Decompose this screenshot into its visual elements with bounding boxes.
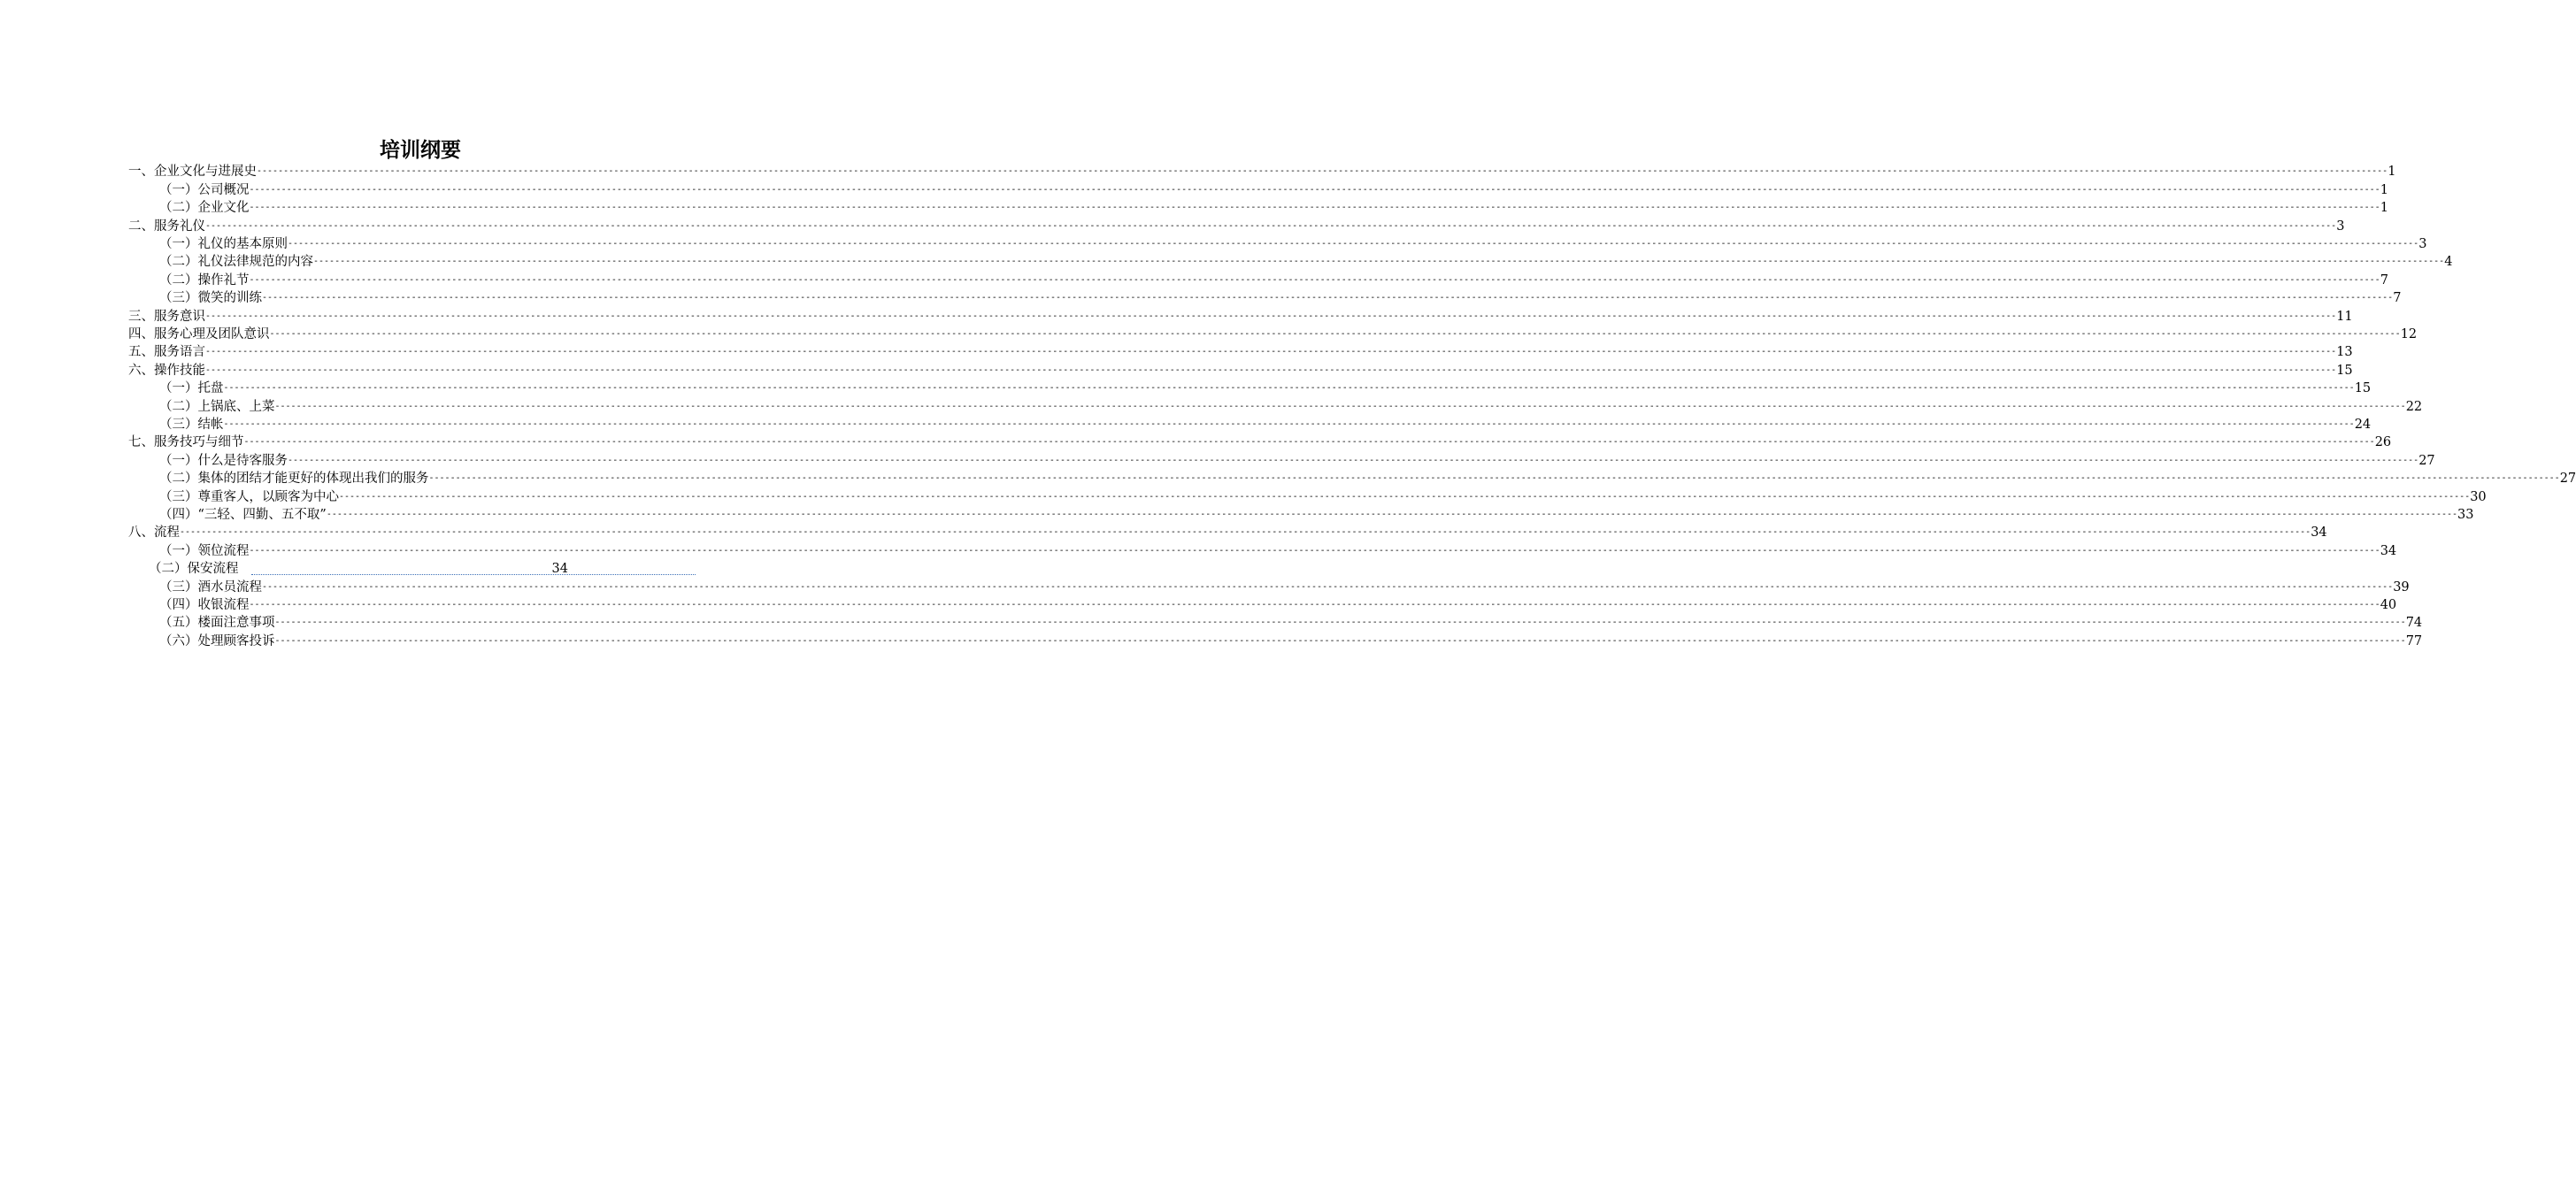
toc-dash-leader: ---------------------------------------------------------------------------------------------------------------------------------------------------------------------------------------------------------------------------------------------------------------------------------------------------------------------------------------------------------------------------------------------------------------- [288,455,2419,465]
toc-entry[interactable] [128,217,2345,234]
toc-entry[interactable] [159,470,2576,487]
toc-entry-label: （一）什么是待客服务 [159,453,288,468]
toc-entry-page: 74 [2405,616,2423,631]
toc-entry-label: （四）收银流程 [159,597,250,612]
toc-dash-leader: ---------------------------------------------------------------------------------------------------------------------------------------------------------------------------------------------------------------------------------------------------------------------------------------------------------------------------------------------------------------------------------------------------------------- [205,364,2337,375]
toc-dash-leader: ---------------------------------------------------------------------------------------------------------------------------------------------------------------------------------------------------------------------------------------------------------------------------------------------------------------------------------------------------------------------------------------------------------------- [249,545,2380,556]
toc-entry-label: 八、流程 [128,525,180,541]
toc-entry[interactable] [159,380,2372,397]
toc-dash-leader: ---------------------------------------------------------------------------------------------------------------------------------------------------------------------------------------------------------------------------------------------------------------------------------------------------------------------------------------------------------------------------------------------------------------- [262,293,2394,303]
toc-entry-label: （二）保安流程 [149,561,239,576]
toc-entry[interactable] [128,343,2353,361]
toc-entry-page: 15 [2354,381,2372,396]
toc-entry[interactable] [159,578,2410,595]
toc-entry-page: 34 [551,561,568,576]
toc-dash-leader: ---------------------------------------------------------------------------------------------------------------------------------------------------------------------------------------------------------------------------------------------------------------------------------------------------------------------------------------------------------------------------------------------------------------- [288,238,2419,249]
toc-entry-page: 30 [2470,489,2487,504]
toc-entry-label: 五、服务语言 [128,345,205,360]
toc-entry[interactable] [128,326,2418,343]
toc-entry-page: 34 [2380,543,2397,558]
toc-entry[interactable] [128,361,2353,379]
toc-entry[interactable] [159,614,2423,632]
toc-entry[interactable] [159,397,2423,415]
toc-entry-page: 3 [2336,219,2345,234]
toc-entry[interactable] [159,235,2427,253]
toc-entry-label: （一）礼仪的基本原则 [159,236,288,251]
toc-entry[interactable] [128,524,2327,541]
toc-dash-leader: ---------------------------------------------------------------------------------------------------------------------------------------------------------------------------------------------------------------------------------------------------------------------------------------------------------------------------------------------------------------------------------------------------------------- [428,473,2560,484]
toc-dash-leader: ---------------------------------------------------------------------------------------------------------------------------------------------------------------------------------------------------------------------------------------------------------------------------------------------------------------------------------------------------------------------------------------------------------------- [223,418,2355,429]
toc-entry-page: 27 [2418,453,2435,468]
toc-entry[interactable] [159,596,2397,614]
toc-entry-label: 四、服务心理及团队意识 [128,326,270,341]
toc-entry-page: 1 [2388,165,2396,180]
toc-entry-label: （四）“三轻、四勤、五不取” [159,507,327,522]
toc-dash-leader: ---------------------------------------------------------------------------------------------------------------------------------------------------------------------------------------------------------------------------------------------------------------------------------------------------------------------------------------------------------------------------------------------------------------- [313,257,2445,267]
toc-entry-page: 39 [2393,579,2410,594]
toc-dash-leader: ---------------------------------------------------------------------------------------------------------------------------------------------------------------------------------------------------------------------------------------------------------------------------------------------------------------------------------------------------------------------------------------------------------------- [205,220,2337,231]
toc-dash-leader: ---------------------------------------------------------------------------------------------------------------------------------------------------------------------------------------------------------------------------------------------------------------------------------------------------------------------------------------------------------------------------------------------------------------- [257,166,2388,177]
toc-entry-label: （二）集体的团结才能更好的体现出我们的服务 [159,472,429,487]
toc-dash-leader: ---------------------------------------------------------------------------------------------------------------------------------------------------------------------------------------------------------------------------------------------------------------------------------------------------------------------------------------------------------------------------------------------------------------- [274,635,2406,646]
toc-entry-page: 40 [2380,597,2397,612]
toc-entry-page: 15 [2336,363,2353,378]
toc-dash-leader: ---------------------------------------------------------------------------------------------------------------------------------------------------------------------------------------------------------------------------------------------------------------------------------------------------------------------------------------------------------------------------------------------------------------- [205,347,2337,357]
document-title: 培训纲要 [380,138,461,162]
toc-dash-leader: ---------------------------------------------------------------------------------------------------------------------------------------------------------------------------------------------------------------------------------------------------------------------------------------------------------------------------------------------------------------------------------------------------------------- [274,401,2406,411]
toc-dash-leader: ---------------------------------------------------------------------------------------------------------------------------------------------------------------------------------------------------------------------------------------------------------------------------------------------------------------------------------------------------------------------------------------------------------------- [326,509,2458,519]
toc-entry-label: （一）托盘 [159,381,224,396]
toc-entry[interactable] [159,199,2388,217]
toc-entry[interactable] [159,289,2402,307]
toc-dash-leader: ---------------------------------------------------------------------------------------------------------------------------------------------------------------------------------------------------------------------------------------------------------------------------------------------------------------------------------------------------------------------------------------------------------------- [249,203,2380,213]
toc-entry[interactable] [159,416,2372,433]
toc-dash-leader: ---------------------------------------------------------------------------------------------------------------------------------------------------------------------------------------------------------------------------------------------------------------------------------------------------------------------------------------------------------------------------------------------------------------- [249,599,2380,610]
toc-entry[interactable] [128,307,2353,325]
toc-dash-leader: ---------------------------------------------------------------------------------------------------------------------------------------------------------------------------------------------------------------------------------------------------------------------------------------------------------------------------------------------------------------------------------------------------------------- [249,274,2380,285]
toc-dash-leader: ---------------------------------------------------------------------------------------------------------------------------------------------------------------------------------------------------------------------------------------------------------------------------------------------------------------------------------------------------------------------------------------------------------------- [339,491,2471,502]
toc-entry-page: 34 [2311,525,2327,541]
toc-entry-page: 7 [2393,291,2402,306]
toc-entry-page: 26 [2374,435,2392,450]
toc-entry-label: （二）企业文化 [159,201,250,216]
toc-dash-leader: ---------------------------------------------------------------------------------------------------------------------------------------------------------------------------------------------------------------------------------------------------------------------------------------------------------------------------------------------------------------------------------------------------------------- [269,328,2401,339]
toc-entry-page: 4 [2444,255,2453,270]
toc-entry-label: （一）领位流程 [159,543,250,558]
toc-dash-leader: ---------------------------------------------------------------------------------------------------------------------------------------------------------------------------------------------------------------------------------------------------------------------------------------------------------------------------------------------------------------------------------------------------------------- [180,527,2311,538]
toc-entry-page: 33 [2457,507,2474,522]
toc-entry-label: （三）酒水员流程 [159,579,262,594]
toc-entry-page: 22 [2405,399,2423,414]
toc-entry-page: 27 [2559,472,2576,487]
toc-entry-label: 二、服务礼仪 [128,219,205,234]
toc-dash-leader: ---------------------------------------------------------------------------------------------------------------------------------------------------------------------------------------------------------------------------------------------------------------------------------------------------------------------------------------------------------------------------------------------------------------- [262,581,2394,592]
toc-dash-leader: ---------------------------------------------------------------------------------------------------------------------------------------------------------------------------------------------------------------------------------------------------------------------------------------------------------------------------------------------------------------------------------------------------------------- [223,383,2355,394]
toc-dotted-leader [251,560,696,578]
toc-entry-page: 11 [2336,309,2353,324]
toc-entry-label: （二）操作礼节 [159,272,250,288]
toc-entry-label: （三）尊重客人，以顾客为中心 [159,489,339,504]
toc-dash-leader: ---------------------------------------------------------------------------------------------------------------------------------------------------------------------------------------------------------------------------------------------------------------------------------------------------------------------------------------------------------------------------------------------------------------- [205,311,2337,321]
toc-entry[interactable] [159,632,2423,649]
toc-entry-label: （三）微笑的训练 [159,291,262,306]
toc-entry-label: 七、服务技巧与细节 [128,435,244,450]
toc-entry[interactable] [128,433,2392,451]
toc-entry-page: 1 [2380,182,2388,197]
toc-entry-page: 3 [2418,236,2427,251]
toc-entry-label: （二）礼仪法律规范的内容 [159,255,313,270]
toc-entry-label: （一）公司概况 [159,182,250,197]
toc-entry[interactable] [149,560,696,578]
toc-entry[interactable] [159,180,2388,198]
toc-entry-page: 13 [2336,345,2353,360]
toc-entry-label: 六、操作技能 [128,363,205,378]
toc-entry[interactable] [159,487,2487,505]
toc-entry-label: 一、企业文化与进展史 [128,165,257,180]
toc-entry-label: （六）处理顾客投诉 [159,633,275,648]
toc-dash-leader: ---------------------------------------------------------------------------------------------------------------------------------------------------------------------------------------------------------------------------------------------------------------------------------------------------------------------------------------------------------------------------------------------------------------- [243,437,2375,448]
toc-dash-leader: ---------------------------------------------------------------------------------------------------------------------------------------------------------------------------------------------------------------------------------------------------------------------------------------------------------------------------------------------------------------------------------------------------------------- [249,184,2380,195]
toc-entry[interactable] [159,506,2474,524]
toc-entry[interactable] [159,253,2453,271]
toc-entry-label: （三）结帐 [159,417,224,432]
toc-entry-page: 77 [2405,633,2423,648]
toc-entry-page: 7 [2380,272,2388,288]
toc-entry[interactable] [159,541,2397,559]
toc-entry-page: 24 [2354,417,2372,432]
toc-entry-label: （五）楼面注意事项 [159,616,275,631]
toc-dash-leader: ---------------------------------------------------------------------------------------------------------------------------------------------------------------------------------------------------------------------------------------------------------------------------------------------------------------------------------------------------------------------------------------------------------------- [274,618,2406,628]
toc-entry[interactable] [159,451,2435,469]
toc-entry-page: 1 [2380,201,2388,216]
toc-entry[interactable] [159,271,2388,288]
toc-entry[interactable] [128,163,2396,180]
toc-entry-page: 12 [2400,326,2418,341]
toc-entry-label: （二）上锅底、上菜 [159,399,275,414]
toc-entry-label: 三、服务意识 [128,309,205,324]
